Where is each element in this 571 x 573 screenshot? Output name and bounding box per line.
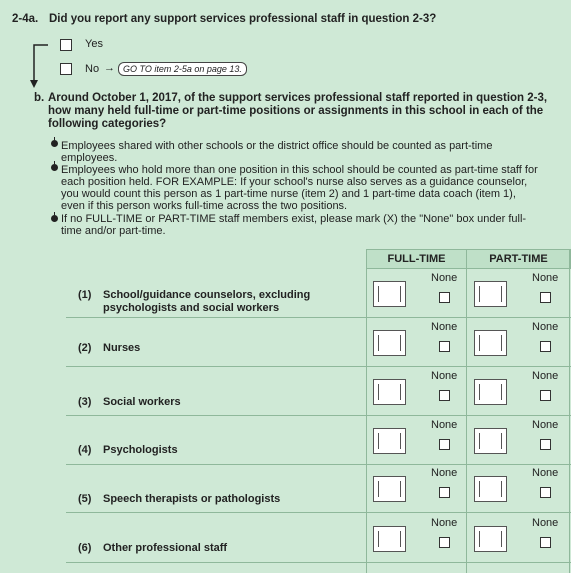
part-time-count-input[interactable] <box>474 281 507 307</box>
part-time-none-label: None <box>532 321 559 333</box>
part-time-none-label: None <box>532 272 559 284</box>
part-time-none-label: None <box>532 370 559 382</box>
full-time-none-label: None <box>431 467 458 479</box>
part-time-none-label: None <box>532 467 559 479</box>
question-a-text: Did you report any support services professional staff in question 2-3? <box>49 13 437 25</box>
row-divider <box>66 317 571 318</box>
item-number: (6) <box>78 542 92 554</box>
grid-line <box>366 249 367 573</box>
full-time-count-input[interactable] <box>373 526 406 552</box>
part-time-none-label: None <box>532 517 559 529</box>
skip-arrow-icon <box>28 40 50 90</box>
part-time-none-checkbox[interactable] <box>540 537 551 548</box>
apple-bullet-icon <box>51 215 58 222</box>
part-time-none-checkbox[interactable] <box>540 487 551 498</box>
bullet-2: Employees who hold more than one position in this school should be counted as part-time staff for each position held. FOR EXAMPLE: If your school's nurse also serves as a guidance counselor, you would count this person as 1 part-time nurse (item 2) and 1 part-time data coach (item 1), even if this person works full-time across the two positions. <box>61 164 538 212</box>
bullet-3: If no FULL-TIME or PART-TIME staff members exist, please mark (X) the "None" box under full-time and/or part-time. <box>61 213 527 237</box>
part-time-count-input[interactable] <box>474 476 507 502</box>
arrow-right-icon: → <box>104 62 115 74</box>
yes-label: Yes <box>85 38 103 50</box>
item-number: (2) <box>78 342 92 354</box>
yes-checkbox[interactable] <box>60 39 72 51</box>
full-time-header: FULL-TIME <box>366 249 467 269</box>
full-time-none-checkbox[interactable] <box>439 292 450 303</box>
part-time-none-label: None <box>532 419 559 431</box>
goto-instruction: GO TO item 2-5a on page 13. <box>118 62 247 76</box>
item-label: Other professional staff <box>103 542 228 554</box>
no-checkbox[interactable] <box>60 63 72 75</box>
question-number: 2-4a. <box>12 13 39 25</box>
full-time-none-checkbox[interactable] <box>439 487 450 498</box>
part-time-none-checkbox[interactable] <box>540 439 551 450</box>
item-number: (5) <box>78 493 92 505</box>
bullet-1: Employees shared with other schools or the district office should be counted as part-time employees. <box>61 140 493 164</box>
full-time-none-label: None <box>431 517 458 529</box>
item-label: Nurses <box>103 342 141 354</box>
item-label: Social workers <box>103 396 181 408</box>
question-b-text: Around October 1, 2017, of the support services professional staff reported in question 2-3, how many held full-time or part-time positions or assignments in this school in each of the following categories? <box>48 92 548 130</box>
part-time-count-input[interactable] <box>474 330 507 356</box>
part-time-count-input[interactable] <box>474 428 507 454</box>
apple-bullet-icon <box>51 140 58 147</box>
no-label: No <box>85 63 100 75</box>
item-label: School/guidance counselors, excluding psychologists and social workers <box>103 289 311 314</box>
grid-line <box>569 249 570 573</box>
full-time-none-checkbox[interactable] <box>439 341 450 352</box>
part-time-none-checkbox[interactable] <box>540 341 551 352</box>
part-time-none-checkbox[interactable] <box>540 390 551 401</box>
full-time-count-input[interactable] <box>373 476 406 502</box>
row-divider <box>66 415 571 416</box>
full-time-none-label: None <box>431 370 458 382</box>
row-divider <box>66 512 571 513</box>
part-time-none-checkbox[interactable] <box>540 292 551 303</box>
part-time-header: PART-TIME <box>466 249 571 269</box>
row-divider <box>66 562 571 563</box>
full-time-count-input[interactable] <box>373 379 406 405</box>
full-time-none-checkbox[interactable] <box>439 390 450 401</box>
full-time-count-input[interactable] <box>373 281 406 307</box>
full-time-count-input[interactable] <box>373 330 406 356</box>
part-time-count-input[interactable] <box>474 526 507 552</box>
part-time-count-input[interactable] <box>474 379 507 405</box>
full-time-none-checkbox[interactable] <box>439 537 450 548</box>
full-time-count-input[interactable] <box>373 428 406 454</box>
item-label: Speech therapists or pathologists <box>103 493 281 505</box>
full-time-none-label: None <box>431 419 458 431</box>
item-number: (1) <box>78 289 92 301</box>
grid-line <box>466 249 467 573</box>
row-divider <box>66 464 571 465</box>
full-time-none-label: None <box>431 321 458 333</box>
item-label: Psychologists <box>103 444 178 456</box>
full-time-none-label: None <box>431 272 458 284</box>
row-divider <box>66 366 571 367</box>
item-number: (4) <box>78 444 92 456</box>
full-time-none-checkbox[interactable] <box>439 439 450 450</box>
apple-bullet-icon <box>51 164 58 171</box>
question-b-letter: b. <box>34 92 45 104</box>
item-number: (3) <box>78 396 92 408</box>
